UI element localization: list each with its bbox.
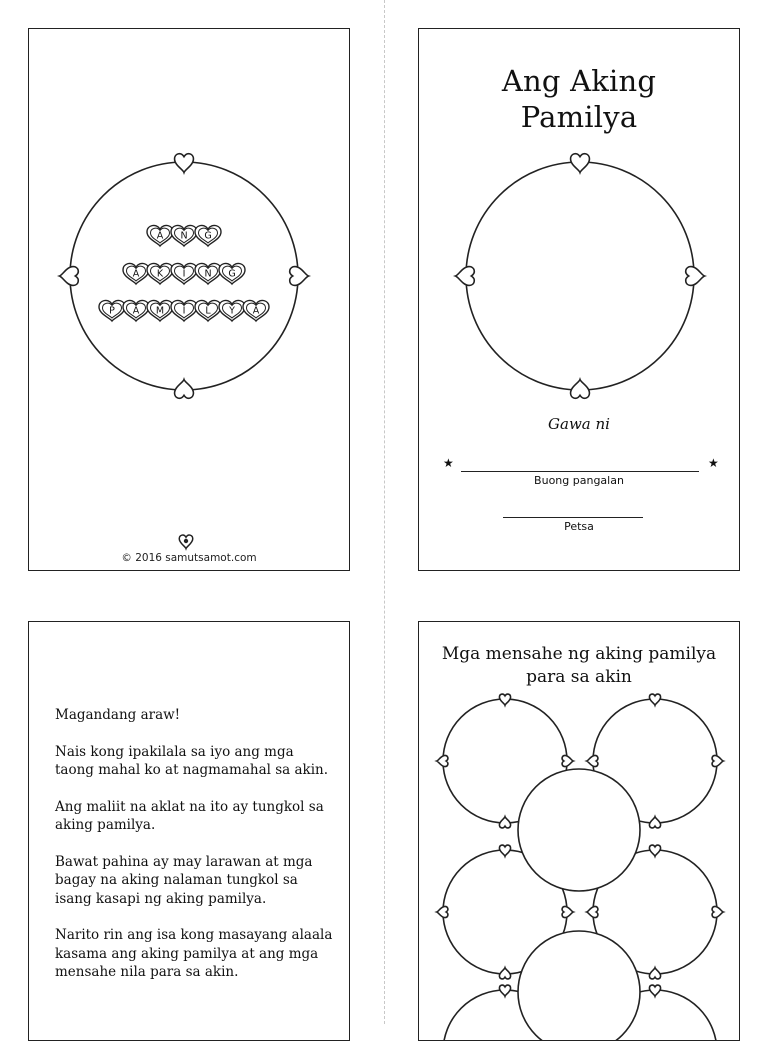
- heart-icon: [437, 906, 448, 917]
- star-icon: ★: [443, 456, 454, 470]
- title-letter: K: [156, 268, 164, 280]
- heart-icon: [290, 267, 309, 286]
- letter-paragraph: Bawat pahina ay may larawan at mga bagay na aking nalaman tungkol sa isang kasapi ng aking pamilya.: [55, 853, 313, 907]
- heart-icon: [499, 817, 510, 828]
- letter-paragraph: Magandang araw!: [55, 707, 181, 723]
- heart-icon: [456, 267, 475, 286]
- heart-icon: [587, 906, 598, 917]
- heart-icon: [649, 817, 660, 828]
- message-center-circle: [518, 931, 640, 1041]
- heart-icon: [587, 755, 598, 766]
- made-by-label: Gawa ni: [548, 415, 610, 433]
- fold-guide-line: [384, 0, 385, 1024]
- heart-icon: [499, 968, 510, 979]
- heart-icon: [571, 154, 590, 173]
- heart-icon: [175, 154, 194, 173]
- title-letter: A: [132, 268, 140, 280]
- heart-icon: [712, 906, 723, 917]
- cover-frame-graphic: [29, 29, 350, 571]
- heart-icon: [175, 380, 194, 399]
- title-letter: Y: [229, 305, 235, 317]
- title-letter: G: [204, 230, 212, 242]
- messages-page: [418, 621, 740, 1041]
- portrait-frame-graphic: [419, 29, 740, 571]
- title-letter: M: [155, 305, 165, 317]
- letter-paragraph: Nais kong ipakilala sa iyo ang mga taong mahal ko at nagmamahal sa akin.: [55, 743, 329, 778]
- message-circles-graphic: [419, 622, 740, 1041]
- heart-icon: [562, 755, 573, 766]
- heart-icon: [562, 906, 573, 917]
- message-center-circle: [518, 769, 640, 891]
- full-name-line[interactable]: [461, 471, 699, 472]
- title-letter: A: [156, 230, 164, 242]
- date-caption: Petsa: [564, 520, 594, 533]
- heart-icon: [60, 267, 79, 286]
- title-letter: A: [252, 305, 260, 317]
- letter-paragraph: Ang maliit na aklat na ito ay tungkol sa aking pamilya.: [55, 798, 324, 833]
- book-title-line-2: Pamilya: [520, 100, 638, 134]
- star-icon: ★: [708, 456, 719, 470]
- letter-body: [55, 706, 335, 1000]
- book-title-line-1: Ang Aking: [501, 64, 657, 98]
- logo-dot: [184, 539, 188, 543]
- letter-page: [28, 621, 350, 1041]
- date-line[interactable]: [503, 517, 643, 518]
- heart-icon: [649, 694, 660, 705]
- heart-icon: [686, 267, 705, 286]
- cover-page: [28, 28, 350, 571]
- heart-icon: [649, 985, 660, 996]
- title-letter: N: [204, 268, 212, 280]
- title-page: [418, 28, 740, 571]
- heart-icon: [499, 845, 510, 856]
- full-name-caption: Buong pangalan: [534, 474, 624, 487]
- frame-circle: [466, 162, 694, 390]
- heart-icon: [712, 755, 723, 766]
- title-letter: N: [180, 230, 188, 242]
- title-letter: I: [182, 305, 186, 317]
- title-letter: L: [205, 305, 211, 317]
- heart-icon: [437, 755, 448, 766]
- heart-icon: [649, 845, 660, 856]
- title-letter: P: [109, 305, 115, 317]
- messages-title-line-2: para sa akin: [526, 667, 632, 687]
- heart-icon: [499, 694, 510, 705]
- heart-icon: [571, 380, 590, 399]
- messages-title-line-1: Mga mensahe ng aking pamilya: [441, 644, 717, 664]
- copyright-text: © 2016 samutsamot.com: [121, 552, 257, 564]
- heart-icon: [499, 985, 510, 996]
- letter-paragraph: Narito rin ang isa kong masayang alaala kasama ang aking pamilya at ang mga mensahe nila para sa akin.: [55, 927, 333, 980]
- title-letter: I: [182, 268, 186, 280]
- title-letter: G: [228, 268, 236, 280]
- heart-icon: [649, 968, 660, 979]
- title-letter: A: [132, 305, 140, 317]
